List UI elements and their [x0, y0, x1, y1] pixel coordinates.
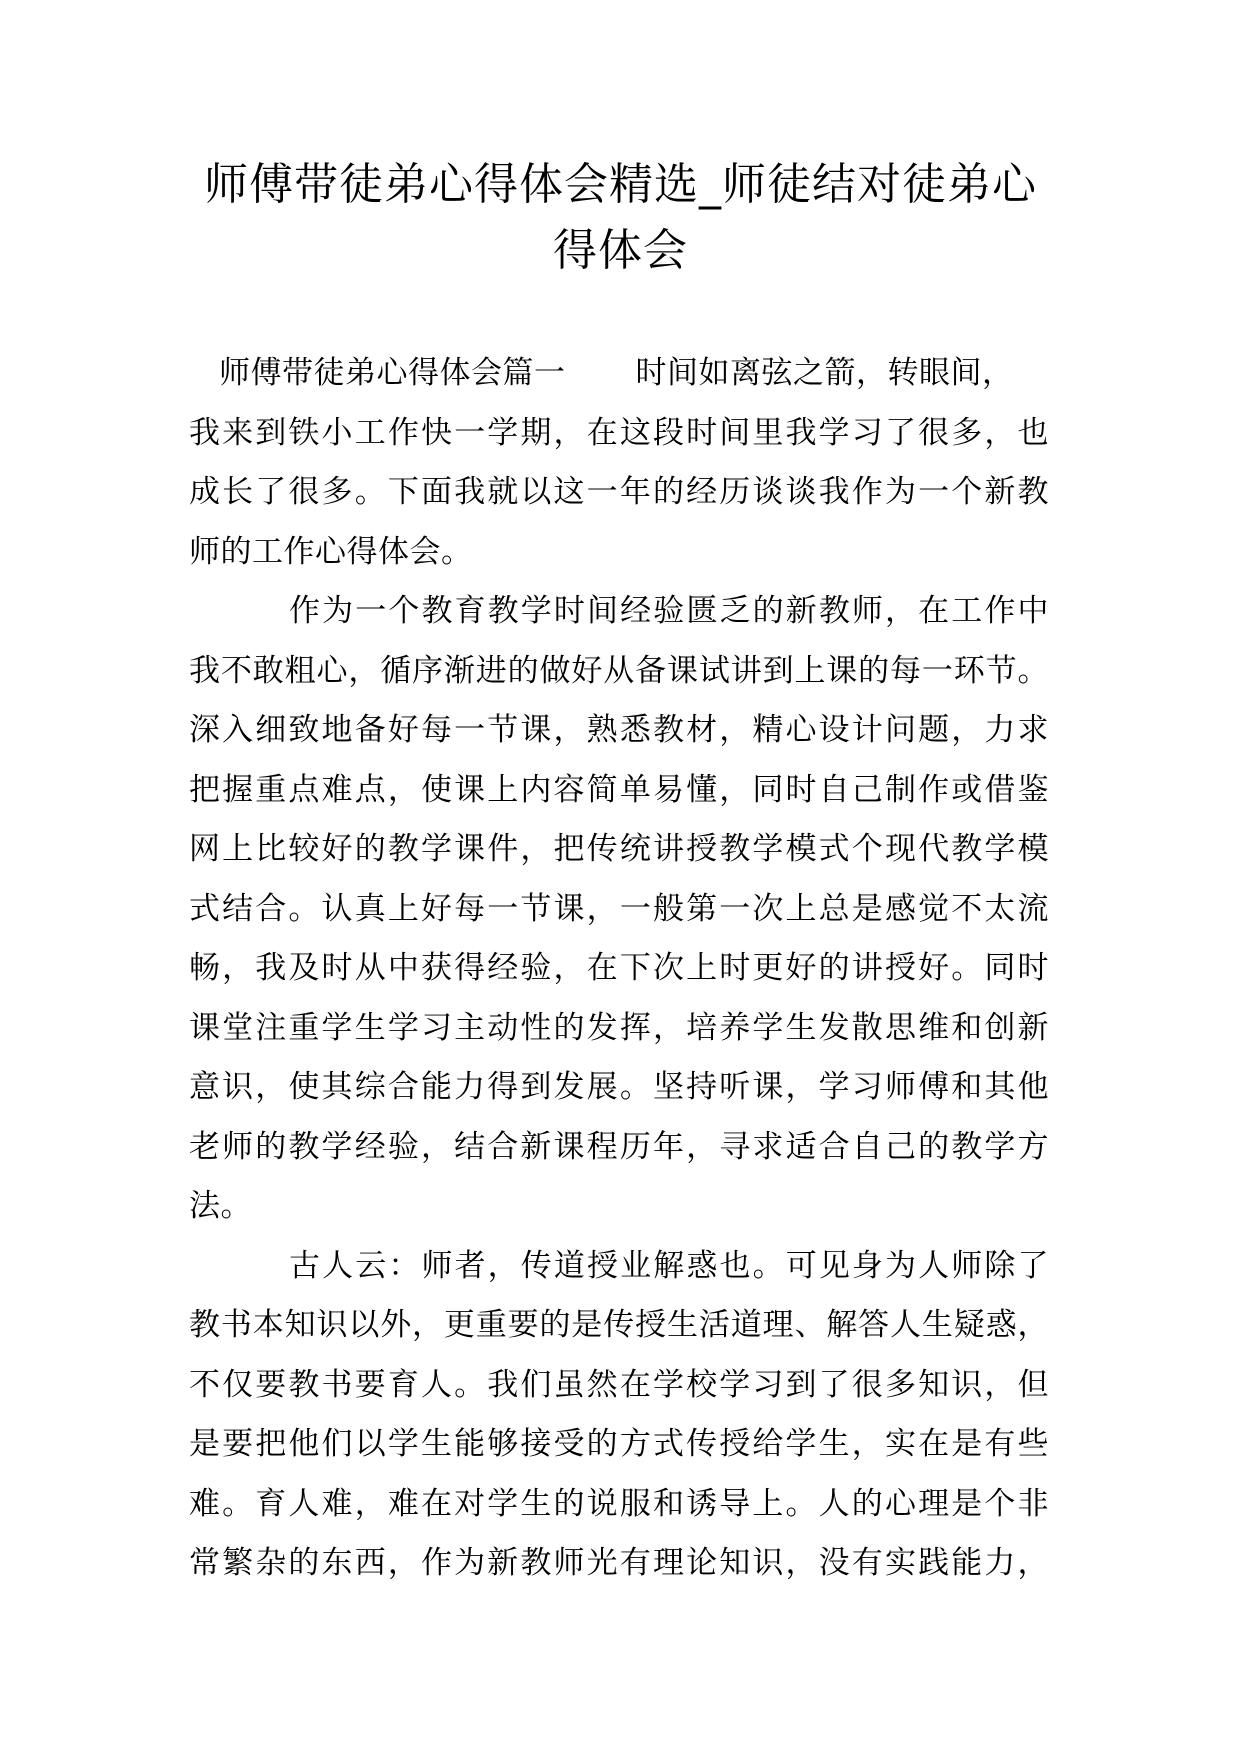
paragraph-2 — [189, 582, 1049, 1237]
paragraph-2-line-8: 课堂注重学生学习主动性的发挥，培养学生发散思维和创新 — [189, 1009, 1049, 1046]
paragraph-2-line-3: 深入细致地备好每一节课，熟悉教材，精心设计问题，力求 — [189, 712, 1049, 748]
title-line-1: 师傅带徒弟心得体会精选_师徒结对徒弟心 — [204, 159, 1037, 210]
title-line-2: 得体会 — [553, 225, 688, 276]
paragraph-1-line-3: 成长了很多。下面我就以这一年的经历谈谈我作为一个新教 — [189, 474, 1049, 510]
paragraph-2-line-6: 式结合。认真上好每一节课，一般第一次上总是感觉不太流 — [189, 890, 1049, 927]
paragraph-3-line-1: 古人云：师者，传道授业解惑也。可见身为人师除了 — [289, 1247, 1049, 1284]
paragraph-2-line-2: 我不敢粗心，循序渐进的做好从备课试讲到上课的每一环节。 — [189, 652, 1049, 689]
paragraph-1 — [189, 344, 1049, 582]
document-body — [189, 344, 1049, 1594]
paragraph-2-line-11: 法。 — [189, 1188, 252, 1224]
paragraph-2-line-7: 畅，我及时从中获得经验，在下次上时更好的讲授好。同时 — [189, 950, 1049, 986]
paragraph-2-line-9: 意识，使其综合能力得到发展。坚持听课，学习师傅和其他 — [189, 1069, 1049, 1105]
paragraph-3 — [189, 1237, 1049, 1594]
section-heading: 师傅带徒弟心得体会篇一 — [219, 355, 566, 391]
paragraph-3-line-5: 难。育人难，难在对学生的说服和诱导上。人的心理是个非 — [189, 1485, 1049, 1522]
paragraph-3-line-3: 不仅要教书要育人。我们虽然在学校学习到了很多知识，但 — [189, 1366, 1049, 1403]
paragraph-2-line-4: 把握重点难点，使课上内容简单易懂，同时自己制作或借鉴 — [189, 771, 1049, 808]
paragraph-1-line-1-text: 时间如离弦之箭，转眼间， — [635, 355, 1014, 391]
paragraph-3-line-2: 教书本知识以外，更重要的是传授生活道理、解答人生疑惑， — [189, 1307, 1049, 1343]
paragraph-2-line-5: 网上比较好的教学课件，把传统讲授教学模式个现代教学模 — [189, 831, 1049, 867]
document-title — [150, 152, 1091, 284]
paragraph-1-line-2: 我来到铁小工作快一学期，在这段时间里我学习了很多，也 — [189, 414, 1049, 451]
paragraph-2-line-10: 老师的教学经验，结合新课程历年，寻求适合自己的教学方 — [189, 1128, 1049, 1165]
paragraph-3-line-6: 常繁杂的东西，作为新教师光有理论知识，没有实践能力， — [189, 1545, 1049, 1581]
paragraph-3-line-4: 是要把他们以学生能够接受的方式传授给学生，实在是有些 — [189, 1426, 1049, 1462]
paragraph-1-line-1 — [189, 344, 1049, 404]
paragraph-1-line-4: 师的工作心得体会。 — [189, 533, 473, 570]
paragraph-2-line-1: 作为一个教育教学时间经验匮乏的新教师，在工作中 — [289, 593, 1049, 629]
